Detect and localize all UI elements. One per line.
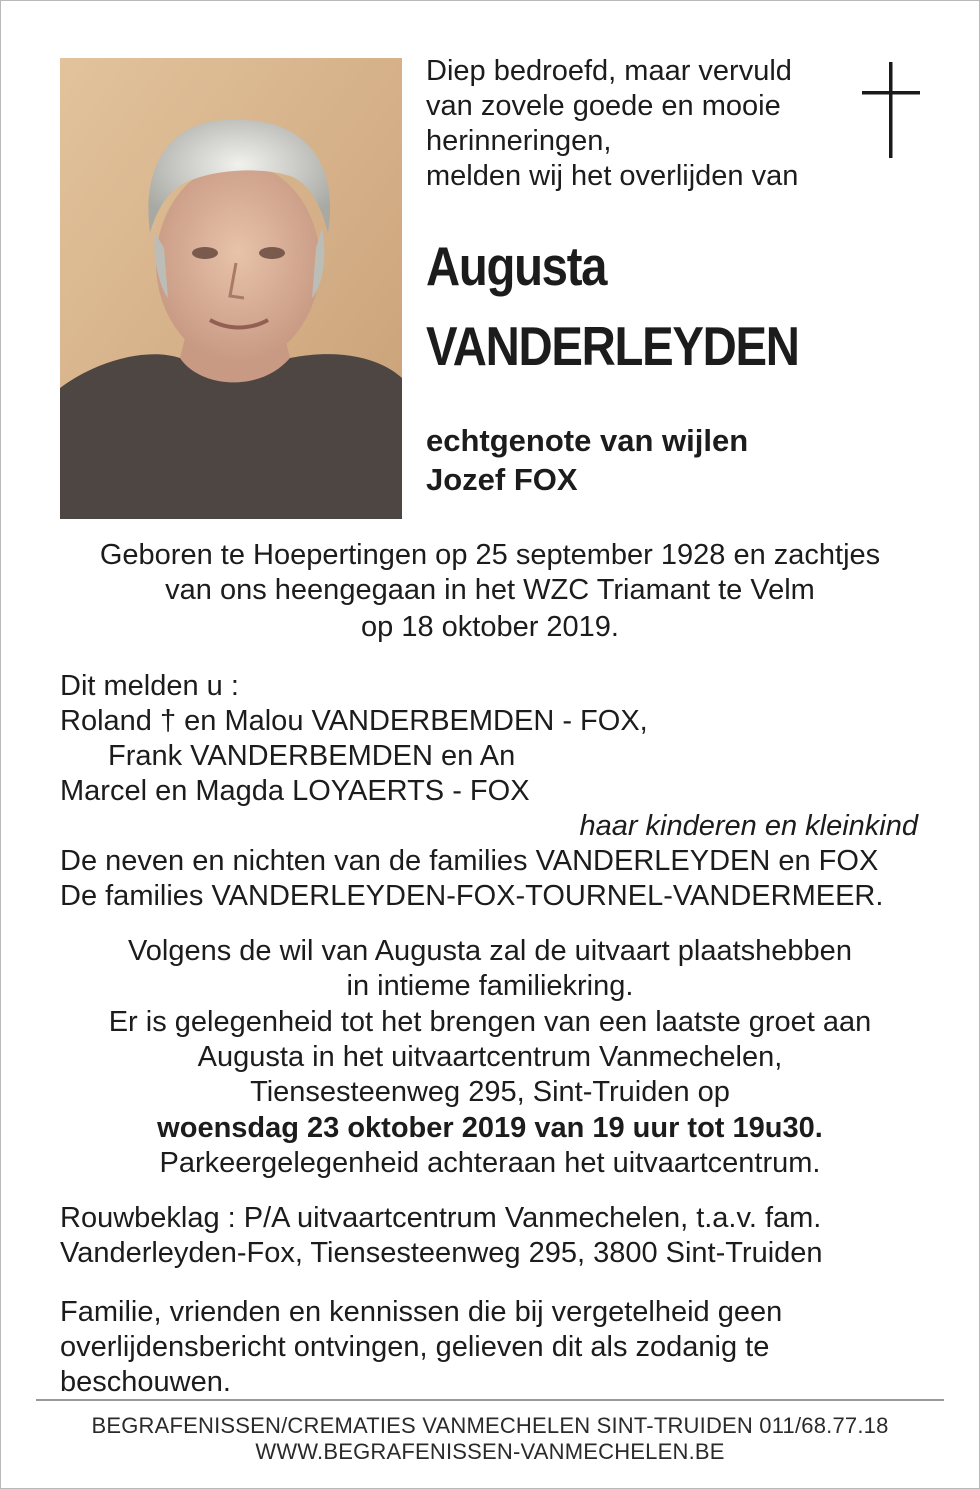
notice-line: overlijdensbericht ontvingen, gelieven dit als zodanig te <box>60 1331 770 1363</box>
condolences-line: Vanderleyden-Fox, Tiensesteenweg 295, 3800 Sint-Truiden <box>60 1237 823 1269</box>
deceased-name <box>426 226 799 386</box>
family-intro: Dit melden u : <box>60 670 239 702</box>
spouse-name: Jozef FOX <box>426 462 578 497</box>
birth-line: Geboren te Hoepertingen op 25 september 1928 en zachtjes <box>99 539 881 571</box>
portrait-photo <box>60 58 402 519</box>
notice-line: Familie, vrienden en kennissen die bij vergetelheid geen <box>60 1296 783 1328</box>
ceremony-line: in intieme familiekring. <box>346 970 634 1002</box>
parking-info: Parkeergelegenheid achteraan het uitvaartcentrum. <box>159 1147 821 1179</box>
ceremony-line: Volgens de wil van Augusta zal de uitvaart plaatshebben <box>128 935 852 967</box>
family-note: haar kinderen en kleinkind <box>579 810 918 842</box>
family-other: De neven en nichten van de families VANDERLEYDEN en FOX <box>60 845 879 877</box>
footer-website: WWW.BEGRAFENISSEN-VANMECHELEN.BE <box>255 1439 725 1464</box>
intro-text <box>426 54 856 194</box>
condolences-line: Rouwbeklag : P/A uitvaartcentrum Vanmechelen, t.a.v. fam. <box>60 1202 822 1234</box>
last-name: VANDERLEYDEN <box>426 315 799 377</box>
cross-icon <box>862 62 920 158</box>
ceremony-line: Er is gelegenheid tot het brengen van een laatste groet aan <box>108 1006 872 1038</box>
footer-company: BEGRAFENISSEN/CREMATIES VANMECHELEN SINT-TRUIDEN 011/68.77.18 <box>91 1413 889 1438</box>
family-member: Frank VANDERBEMDEN en An <box>108 740 516 772</box>
family-member: Marcel en Magda LOYAERTS - FOX <box>60 775 530 807</box>
ceremony-line: Tiensesteenweg 295, Sint-Truiden op <box>250 1076 730 1108</box>
family-other: De families VANDERLEYDEN-FOX-TOURNEL-VANDERMEER. <box>60 880 884 912</box>
family-member: Roland † en Malou VANDERBEMDEN - FOX, <box>60 705 648 737</box>
ceremony-line: Augusta in het uitvaartcentrum Vanmechelen, <box>197 1041 783 1073</box>
footer-divider <box>36 1399 944 1401</box>
intro-line: herinneringen, <box>426 125 612 157</box>
intro-line: Diep bedroefd, maar vervuld <box>426 55 792 87</box>
spouse-info <box>426 421 748 499</box>
first-name: Augusta <box>426 235 607 297</box>
intro-line: van zovele goede en mooie <box>426 90 781 122</box>
birth-line: op 18 oktober 2019. <box>361 611 619 643</box>
spouse-line: echtgenote van wijlen <box>426 423 749 458</box>
intro-line: melden wij het overlijden van <box>426 160 799 192</box>
birth-line: van ons heengegaan in het WZC Triamant te Velm <box>165 574 815 606</box>
ceremony-date: woensdag 23 oktober 2019 van 19 uur tot 19u30. <box>157 1112 823 1144</box>
notice-line: beschouwen. <box>60 1366 231 1398</box>
